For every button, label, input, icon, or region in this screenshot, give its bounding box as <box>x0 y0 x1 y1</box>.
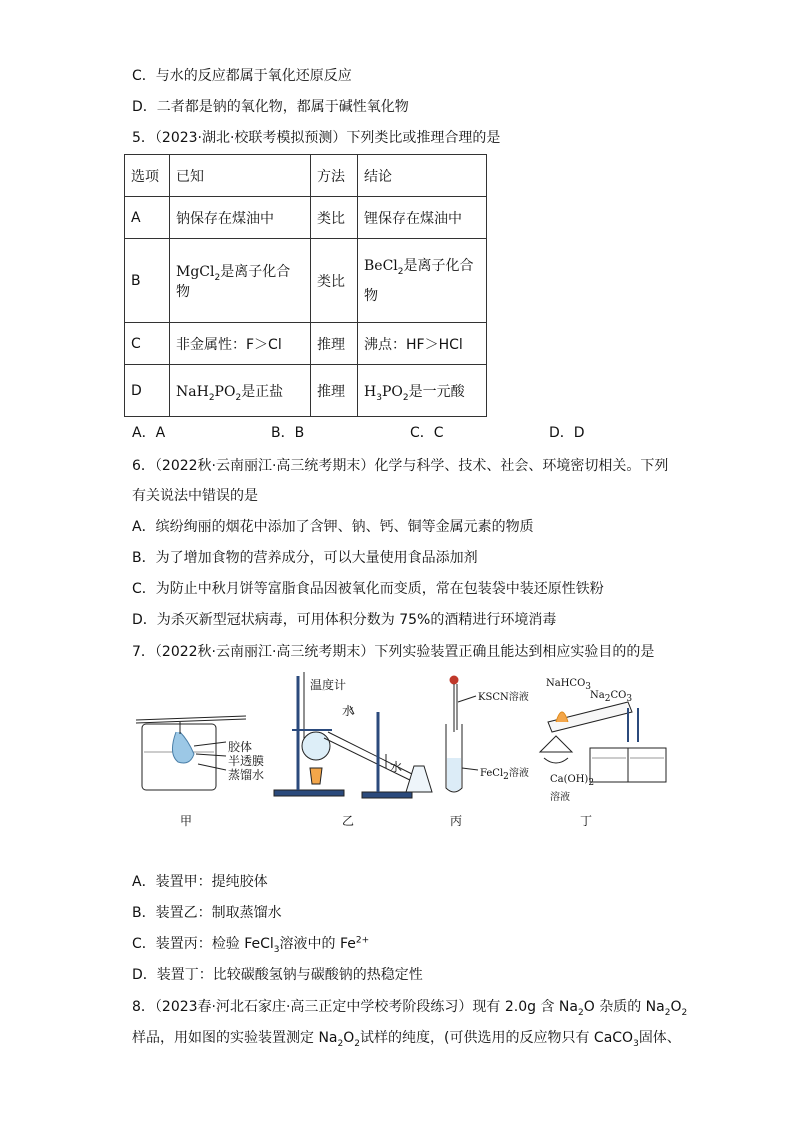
cell-method: 推理 <box>311 323 358 365</box>
table-row <box>125 323 487 365</box>
cell-conclusion: $H_3PO_2$是一元酸 <box>358 365 487 417</box>
table-row <box>125 239 487 323</box>
header-known: 已知 <box>170 155 311 197</box>
choice-c: C．C <box>410 425 444 441</box>
label-water-in: 水 <box>342 704 355 718</box>
caption-bing: 丙 <box>450 814 463 828</box>
q5-stem: 5．（2023·湖北·校联考模拟预测）下列类比或推理合理的是 <box>132 130 501 146</box>
apparatus-figure <box>128 672 688 832</box>
table-header-row <box>125 155 487 197</box>
q6-stem-line1: 6．（2022秋·云南丽江·高三统考期末）化学与科学、技术、社会、环境密切相关。下列 <box>132 458 669 474</box>
q7-option-d: D．装置丁：比较碳酸氢钠与碳酸钠的热稳定性 <box>132 967 423 983</box>
cell-known: MgCl$_2$是离子化合物 <box>170 239 311 323</box>
caption-jia: 甲 <box>180 814 193 828</box>
label-kscn: KSCN溶液 <box>478 692 529 703</box>
apparatus-yi <box>274 672 432 798</box>
label-solution: 溶液 <box>550 792 570 803</box>
label-thermometer: 温度计 <box>310 678 347 692</box>
q6-stem-line2: 有关说法中错误的是 <box>132 488 258 504</box>
cell-method: 推理 <box>311 365 358 417</box>
label-nahco3: NaHCO$_3$ <box>546 678 592 692</box>
q5-table <box>124 154 487 417</box>
apparatus-bing <box>446 676 478 792</box>
label-na2co3: $Na_2CO_3$ <box>590 690 633 704</box>
cell-option: C <box>125 323 170 365</box>
cell-conclusion: BeCl$_2$是离子化合 物 <box>358 239 487 323</box>
apparatus-ding <box>540 702 666 782</box>
cell-method: 类比 <box>311 197 358 239</box>
label-fecl2: FeCl$_2$溶液 <box>480 768 529 782</box>
header-option: 选项 <box>125 155 170 197</box>
label-colloid: 胶体 <box>228 740 253 754</box>
q6-option-c: C．为防止中秋月饼等富脂食品因被氧化而变质，常在包装袋中装还原性铁粉 <box>132 581 604 597</box>
q6-option-d: D．为杀灭新型冠状病毒，可用体积分数为 75%的酒精进行环境消毒 <box>132 612 557 628</box>
choice-a: A．A <box>132 425 166 441</box>
cell-known: 非金属性：F＞Cl <box>170 323 311 365</box>
q7-option-a: A．装置甲：提纯胶体 <box>132 874 268 890</box>
cell-known: 钠保存在煤油中 <box>170 197 311 239</box>
caption-yi: 乙 <box>342 814 355 828</box>
header-method: 方法 <box>311 155 358 197</box>
caption-ding: 丁 <box>580 814 593 828</box>
cell-conclusion: 锂保存在煤油中 <box>358 197 487 239</box>
cell-option: B <box>125 239 170 323</box>
choice-d: D．D <box>549 425 585 441</box>
q4-option-c: C．与水的反应都属于氧化还原反应 <box>132 68 352 84</box>
label-caoh2: $Ca(OH)_2$ <box>550 774 595 788</box>
q8-stem-line1: 8．（2023春·河北石家庄·高三正定中学校考阶段练习）现有 2.0g 含 $Na_2O$ 杂质的 $Na_2O_2$ <box>132 999 688 1018</box>
q7-option-b: B．装置乙：制取蒸馏水 <box>132 905 282 921</box>
cell-option: D <box>125 365 170 417</box>
header-conclusion: 结论 <box>358 155 487 197</box>
q6-option-a: A．缤纷绚丽的烟花中添加了含钾、钠、钙、铜等金属元素的物质 <box>132 519 534 535</box>
choice-b: B．B <box>271 425 305 441</box>
table-row <box>125 197 487 239</box>
q7-stem: 7．（2022秋·云南丽江·高三统考期末）下列实验装置正确且能达到相应实验目的的是 <box>132 644 655 660</box>
q4-option-d: D．二者都是钠的氧化物，都属于碱性氧化物 <box>132 99 409 115</box>
label-distilled-water: 蒸馏水 <box>228 768 265 782</box>
label-membrane: 半透膜 <box>228 754 265 768</box>
q7-option-c: C．装置丙：检验 FeCl$_3$溶液中的 $Fe^{2+}$ <box>132 935 370 955</box>
cell-conclusion: 沸点：HF＞HCl <box>358 323 487 365</box>
cell-known: $NaH_2PO_2$是正盐 <box>170 365 311 417</box>
q6-option-b: B．为了增加食物的营养成分，可以大量使用食品添加剂 <box>132 550 478 566</box>
table-row <box>125 365 487 417</box>
q8-stem-line2: 样品，用如图的实验装置测定 $Na_2O_2$试样的纯度，(可供选用的反应物只有 CaCO$_3$固体、 <box>132 1030 681 1049</box>
cell-option: A <box>125 197 170 239</box>
cell-method: 类比 <box>311 239 358 323</box>
label-water-out: 水 <box>390 760 403 774</box>
